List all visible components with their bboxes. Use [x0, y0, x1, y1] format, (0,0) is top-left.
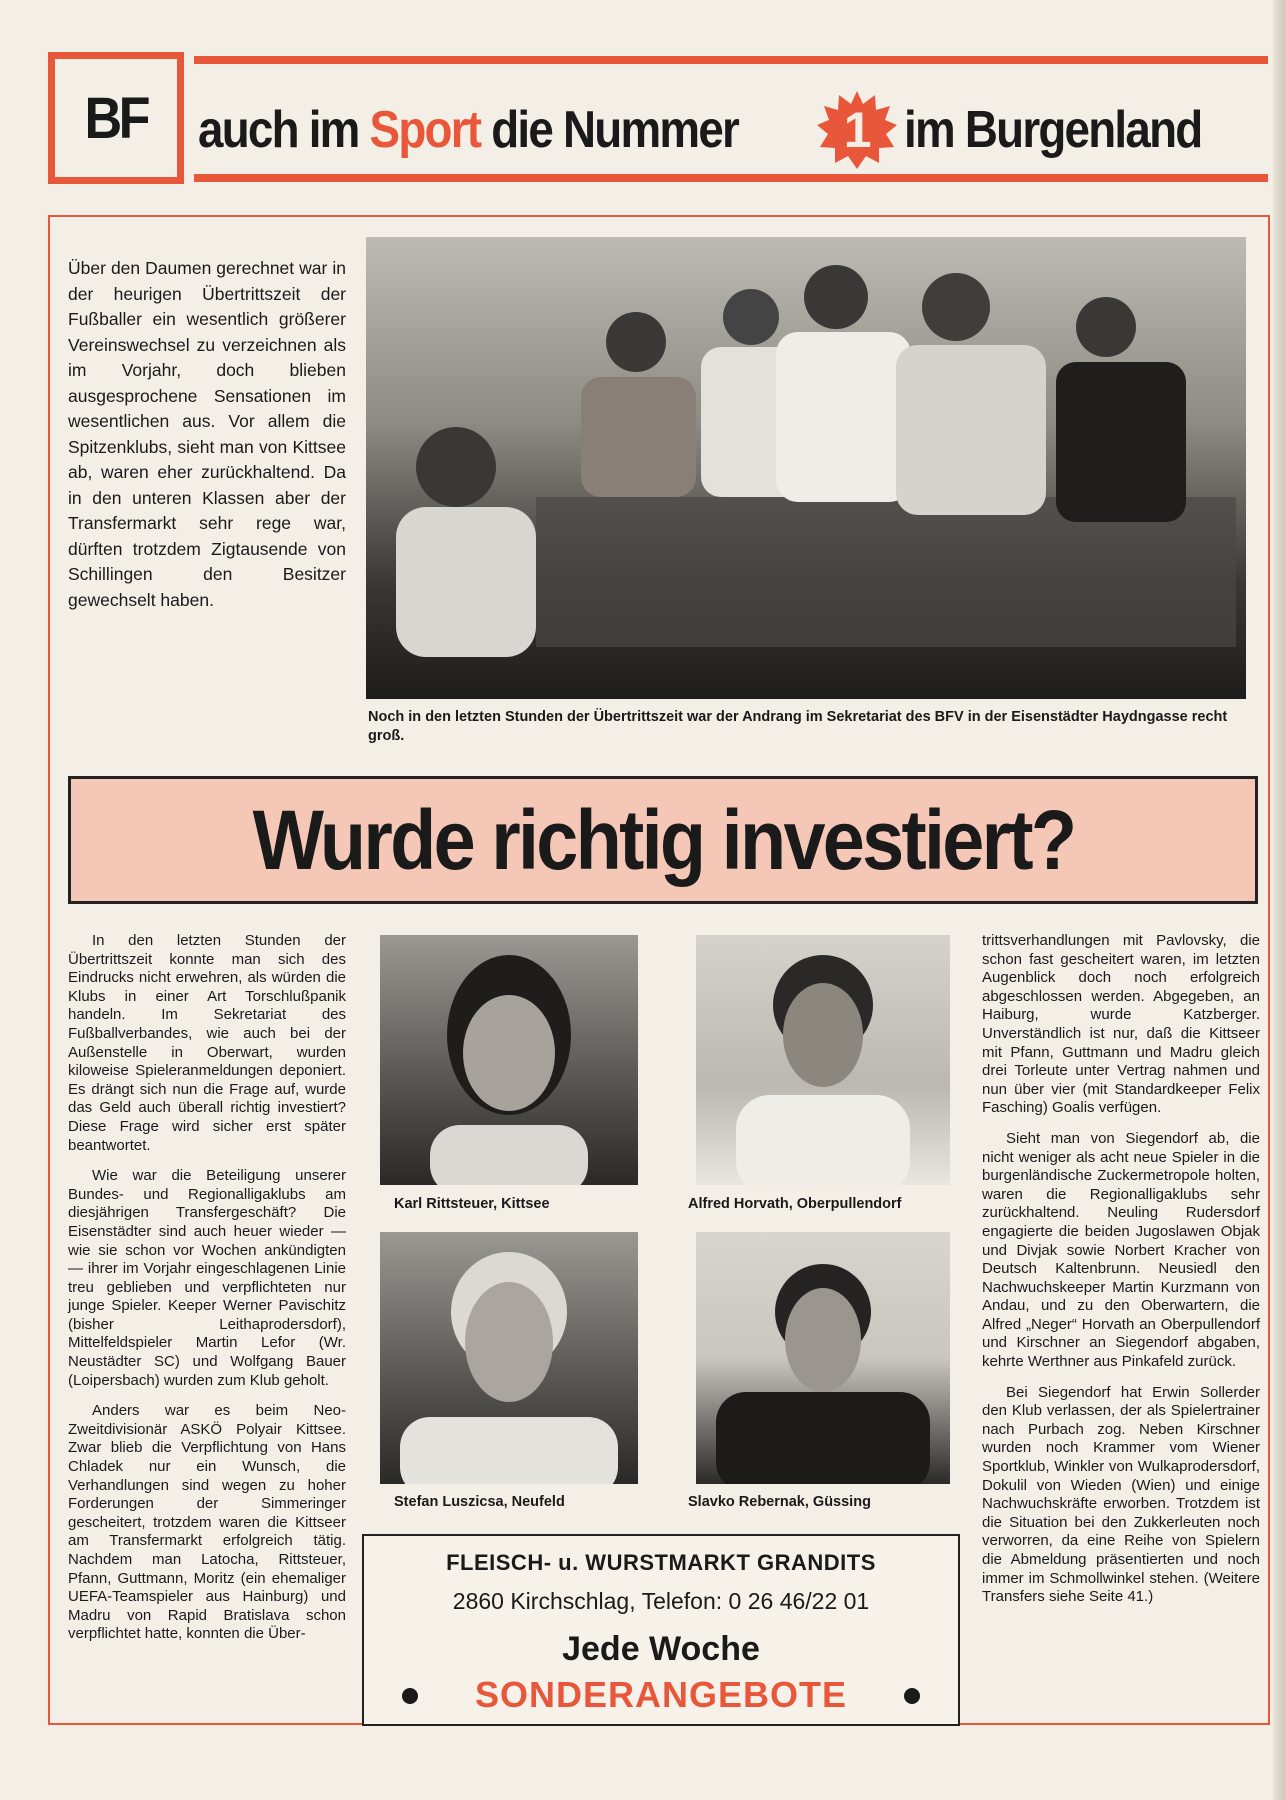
slogan-sport: Sport [369, 101, 481, 159]
right-paragraph-2: Sieht man von Siegendorf ab, die nicht weniger als acht neue Spieler in die burgenländische Zuckermetropole holten, waren die Regionalligaklubs sehr zurückhaltend. Neuling Rudersdorf engagierte die beiden Jugoslawen Objak und Divjak sowie Norbert Kracher von Deutsch Kaltenbrunn. Neusiedl den Nachwuchskeeper Martin Kurzmann von Andau, und zu den Oberwartern, die Alfred „Neger“ Horvath an Oberpullendorf und Kirschner an Siegendorf abgaben, kehrte Werthner aus Pinkafeld zurück. [982, 1129, 1260, 1371]
right-paragraph-3: Bei Siegendorf hat Erwin Sollerder den Klub verlassen, der als Spielertrainer nach Purbach zog. Neben Kirschner wurden noch Krammer vom Wiener Sportklub, Winkler von Wulkaprodersdorf, Dokulil von Wieden (Wien) und einige Nachwuchskräfte erworben. Trotzdem ist die Situation bei den Zukkerleuten noch verworren, da eine Reihe von Spielern die Abmeldung präsentierten und noch immer im Schmollwinkel stehen. (Weitere Transfers siehe Seite 41.) [982, 1383, 1260, 1606]
portrait-caption-2: Alfred Horvath, Oberpullendorf [688, 1196, 902, 1212]
bf-logo-text: BF [84, 85, 148, 151]
masthead-rule-bottom [194, 174, 1268, 182]
portrait-caption-3: Stefan Luszicsa, Neufeld [394, 1494, 565, 1510]
right-paragraph-1: trittsverhandlungen mit Pavlovsky, die schon fast gescheitert waren, im letzten Augenblick doch noch erfolgreich abgeschlossen werden. Abgegeben, an Haiburg, wurde Katzberger. Unverständlich ist nur, daß die Kittseer mit Pfann, Guttmann und Madru gleich drei Torleute unter Vertrag nahmen und nun über vier (mit Standardkeeper Felix Fasching) Goalis verfügen. [982, 932, 1260, 1117]
ad-weekly: Jede Woche [562, 1630, 760, 1668]
ad-bullet-left-icon [402, 1688, 418, 1704]
headline-box [68, 776, 1258, 904]
masthead-rule-top [194, 56, 1268, 64]
slogan-part-1: auch im [198, 101, 359, 159]
bf-logo [48, 52, 184, 184]
secretariat-photo-caption: Noch in den letzten Stunden der Übertrittszeit war der Andrang im Sekretariat des BFV in der Eisenstädter Haydngasse recht groß. [368, 709, 1228, 744]
ad-company: FLEISCH- u. WURSTMARKT GRANDITS [446, 1550, 876, 1575]
number-one-starburst-icon [816, 89, 898, 171]
advertisement [362, 1534, 960, 1726]
number-one: 1 [843, 102, 870, 158]
portrait-photo-1 [380, 935, 638, 1185]
left-paragraph-2: Wie war die Beteiligung unserer Bundes- und Regionalligaklubs am diesjährigen Transfergeschäft? Die Eisenstädter sind auch heuer wieder — wie sie schon vor Wochen ankündigten — ihrer im Vorjahr eingeschlagenen Linie treu geblieben und verpflichteten nur junge Spieler. Keeper Werner Pavischitz (bisher Leithaprodersdorf), Mittelfeldspieler Martin Lefor (Wr. Neustädter SC) und Wolfgang Bauer (Loipersbach) wurden zum Klub geholt. [68, 1167, 346, 1389]
ad-address-phone: 2860 Kirchschlag, Telefon: 0 26 46/22 01 [452, 1588, 870, 1614]
portrait-caption-1: Karl Rittsteuer, Kittsee [394, 1196, 550, 1212]
left-paragraph-1: In den letzten Stunden der Übertrittszeit konnte man sich des Eindrucks nicht erwehren, als würden die Klubs in einer Art Torschlußpanik handeln. Im Sekretariat des Fußballverbandes, wie auch bei der Außenstelle in Oberwart, wurden kiloweise Spieleranmeldungen deponiert. Es drängt sich nun die Frage auf, wurde das Geld auch überall richtig investiert? Diese Frage wird sicher erst später beantwortet. [68, 932, 346, 1154]
portrait-photo-4 [696, 1232, 950, 1484]
masthead-slogan [198, 90, 1278, 170]
portrait-caption-4: Slavko Rebernak, Güssing [688, 1494, 871, 1510]
portrait-photo-2 [696, 935, 950, 1185]
ad-bullet-right-icon [904, 1688, 920, 1704]
page-edge [1273, 0, 1285, 1800]
left-paragraph-3: Anders war es beim Neo-Zweitdivisionär ASKÖ Polyair Kittsee. Zwar blieb die Verpflichtung von Hans Chladek nur ein Wunsch, die Verhandlungen sind wegen zu hoher Forderungen der Simmeringer gescheitert, trotzdem waren die Kittseer am Transfermarkt erfolgreich tätig. Nachdem man Latocha, Rittsteuer, Pfann, Guttmann, Moritz (ein ehemaliger UEFA-Teamspieler aus Hainburg) und Madru von Rapid Bratislava schon verpflichtet hatte, konnten die Über- [68, 1402, 346, 1643]
portrait-photo-3 [380, 1232, 638, 1484]
intro-paragraph: Über den Daumen gerechnet war in der heurigen Übertrittszeit der Fußballer ein wesentlich größerer Vereinswechsel zu verzeichnen als im Vorjahr, doch blieben ausgesprochene Sensationen im wesentlichen aus. Vor allem die Spitzenklubs, sieht man von Kittsee ab, waren eher zurückhaltend. Da in den unteren Klassen aber der Transfermarkt sehr rege war, dürften trotzdem Zigtausende von Schillingen den Besitzer gewechselt haben. [68, 258, 346, 610]
slogan-part-3: im Burgenland [903, 101, 1202, 159]
ad-special-offers: SONDERANGEBOTE [474, 1674, 848, 1715]
headline: Wurde richtig investiert? [252, 792, 1074, 887]
slogan-part-2: die Nummer [491, 101, 739, 159]
right-column [982, 932, 1260, 1619]
secretariat-photo [366, 237, 1246, 699]
slogan-text [198, 100, 738, 160]
left-column [68, 932, 346, 1656]
masthead [48, 52, 1270, 192]
